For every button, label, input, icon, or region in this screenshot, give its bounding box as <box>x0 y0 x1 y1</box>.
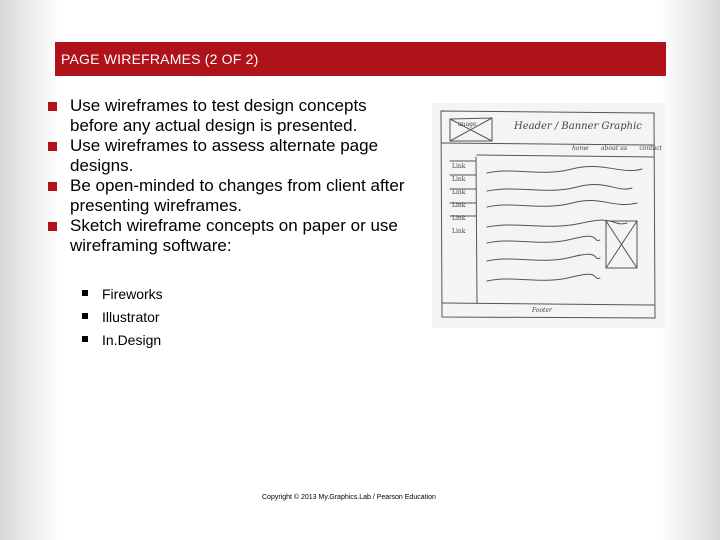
sketch-header-text: Header / Banner Graphic <box>514 121 642 132</box>
sketch-footer-text: Footer <box>532 307 552 314</box>
sub-bullet-text: Fireworks <box>102 286 163 302</box>
sketch-text-line <box>487 274 600 281</box>
sketch-footer-divider <box>442 303 654 305</box>
sub-bullet-text: In.Design <box>102 332 162 348</box>
sketch-nav <box>572 145 662 152</box>
bullet-text: Be open-minded to changes from client after presenting wireframes. <box>70 176 405 215</box>
sub-bullet-item <box>82 306 163 329</box>
sketch-nav-divider <box>477 155 654 157</box>
wireframe-sketch-drawing <box>432 103 665 328</box>
sketch-text-line <box>487 166 642 173</box>
sketch-sidebar-edge <box>476 157 477 303</box>
bullet-text: Sketch wireframe concepts on paper or use wireframing software: <box>70 216 398 255</box>
sketch-sidebar-link: Link <box>452 189 466 196</box>
sub-bullet-item <box>82 329 163 352</box>
copyright-footer: Copyright © 2013 My.Graphics.Lab / Pearson Education <box>262 494 436 501</box>
sketch-text-line <box>487 254 600 261</box>
sketch-sidebar-link: Link <box>452 202 466 209</box>
sketch-nav-link: contact <box>639 145 662 152</box>
bullet-list <box>48 96 418 256</box>
sketch-text-line <box>487 236 600 243</box>
bullet-text: Use wireframes to test design concepts before any actual design is presented. <box>70 96 367 135</box>
bullet-item <box>48 96 418 136</box>
bullet-item <box>48 216 418 256</box>
wireframe-sketch <box>432 103 665 328</box>
sketch-sidebar-links <box>452 163 465 235</box>
square-bullet-icon <box>48 222 57 231</box>
sketch-sidebar-link: Link <box>452 228 466 235</box>
sub-bullet-text: Illustrator <box>102 309 160 325</box>
sketch-text-line <box>487 184 632 191</box>
slide-title: PAGE WIREFRAMES (2 OF 2) <box>55 42 666 76</box>
sub-bullet-list <box>82 283 163 352</box>
sketch-image-label: image <box>458 121 477 128</box>
small-square-bullet-icon <box>82 290 88 296</box>
small-square-bullet-icon <box>82 313 88 319</box>
bullet-item <box>48 136 418 176</box>
sketch-nav-link: home <box>572 145 589 152</box>
sketch-sidebar-link: Link <box>452 176 466 183</box>
square-bullet-icon <box>48 142 57 151</box>
sketch-page-border <box>441 111 655 318</box>
bullet-item <box>48 176 418 216</box>
small-square-bullet-icon <box>82 336 88 342</box>
bullet-text: Use wireframes to assess alternate page designs. <box>70 136 379 175</box>
square-bullet-icon <box>48 182 57 191</box>
sketch-text-line <box>487 200 637 207</box>
sketch-nav-link: about us <box>600 145 628 152</box>
square-bullet-icon <box>48 102 57 111</box>
sketch-sidebar-link: Link <box>452 215 466 222</box>
sketch-sidebar-link: Link <box>452 163 466 170</box>
sketch-content-image-cross <box>606 221 637 268</box>
sub-bullet-item <box>82 283 163 306</box>
